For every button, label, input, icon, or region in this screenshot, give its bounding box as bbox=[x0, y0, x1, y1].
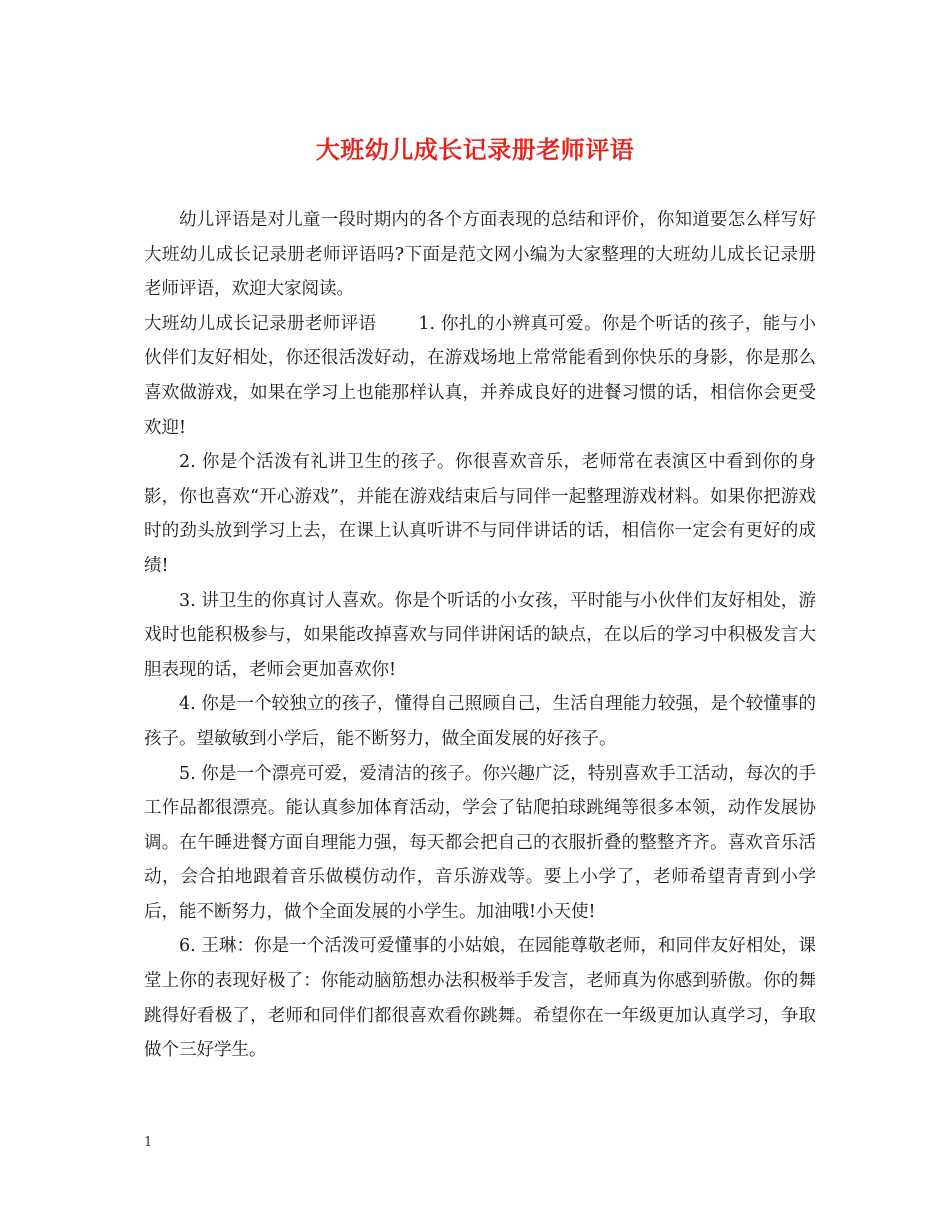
page-number: 1 bbox=[144, 1135, 153, 1150]
comment-4: 4. 你是一个较独立的孩子，懂得自己照顾自己，生活自理能力较强，是个较懂事的孩子。望敏敏到小学后，能不断努力，做全面发展的好孩子。 bbox=[144, 694, 816, 749]
section-label: 大班幼儿成长记录册老师评语 bbox=[144, 313, 377, 334]
comment-3: 3. 讲卫生的你真讨人喜欢。你是个听话的小女孩，平时能与小伙伴们友好相处，游戏时也能积极参与，如果能改掉喜欢与同伴讲闲话的缺点，在以后的学习中积极发言大胆表现的话，老师会更加喜欢你! bbox=[144, 590, 816, 680]
comment-6: 6. 王琳：你是一个活泼可爱懂事的小姑娘，在园能尊敬老师，和同伴友好相处，课堂上你的表现好极了：你能动脑筋想办法积极举手发言，老师真为你感到骄傲。你的舞跳得好看极了，老师和同伴们都很喜欢看你跳舞。希望你在一年级更加认真学习，争取做个三好学生。 bbox=[144, 936, 816, 1061]
comment-5: 5. 你是一个漂亮可爱，爱清洁的孩子。你兴趣广泛，特别喜欢手工活动，每次的手工作品都很漂亮。能认真参加体育活动，学会了钻爬拍球跳绳等很多本领，动作发展协调。在午睡进餐方面自理能力强，每天都会把自己的衣服折叠的整整齐齐。喜欢音乐活动，会合拍地跟着音乐做模仿动作，音乐游戏等。要上小学了，老师希望青青到小学后，能不断努力，做个全面发展的小学生。加油哦!小天使! bbox=[144, 763, 816, 922]
section-paragraph bbox=[144, 307, 816, 445]
document-body bbox=[144, 203, 816, 1068]
comment-2: 2. 你是个活泼有礼讲卫生的孩子。你很喜欢音乐，老师常在表演区中看到你的身影，你也喜欢“开心游戏”，并能在游戏结束后与同伴一起整理游戏材料。如果你把游戏时的劲头放到学习上去，在课上认真听讲不与同伴讲话的话，相信你一定会有更好的成绩! bbox=[144, 452, 816, 576]
document-title: 大班幼儿成长记录册老师评语 bbox=[315, 135, 635, 164]
intro-paragraph: 幼儿评语是对儿童一段时期内的各个方面表现的总结和评价，你知道要怎么样写好大班幼儿成长记录册老师评语吗?下面是范文网小编为大家整理的大班幼儿成长记录册老师评语，欢迎大家阅读。 bbox=[144, 210, 816, 300]
comment-1: 1. 你扎的小辨真可爱。你是个听话的孩子，能与小伙伴们友好相处，你还很活泼好动，在游戏场地上常常能看到你快乐的身影，你是那么喜欢做游戏，如果在学习上也能那样认真，并养成良好的进餐习惯的话，相信你会更受欢迎! bbox=[144, 313, 816, 438]
